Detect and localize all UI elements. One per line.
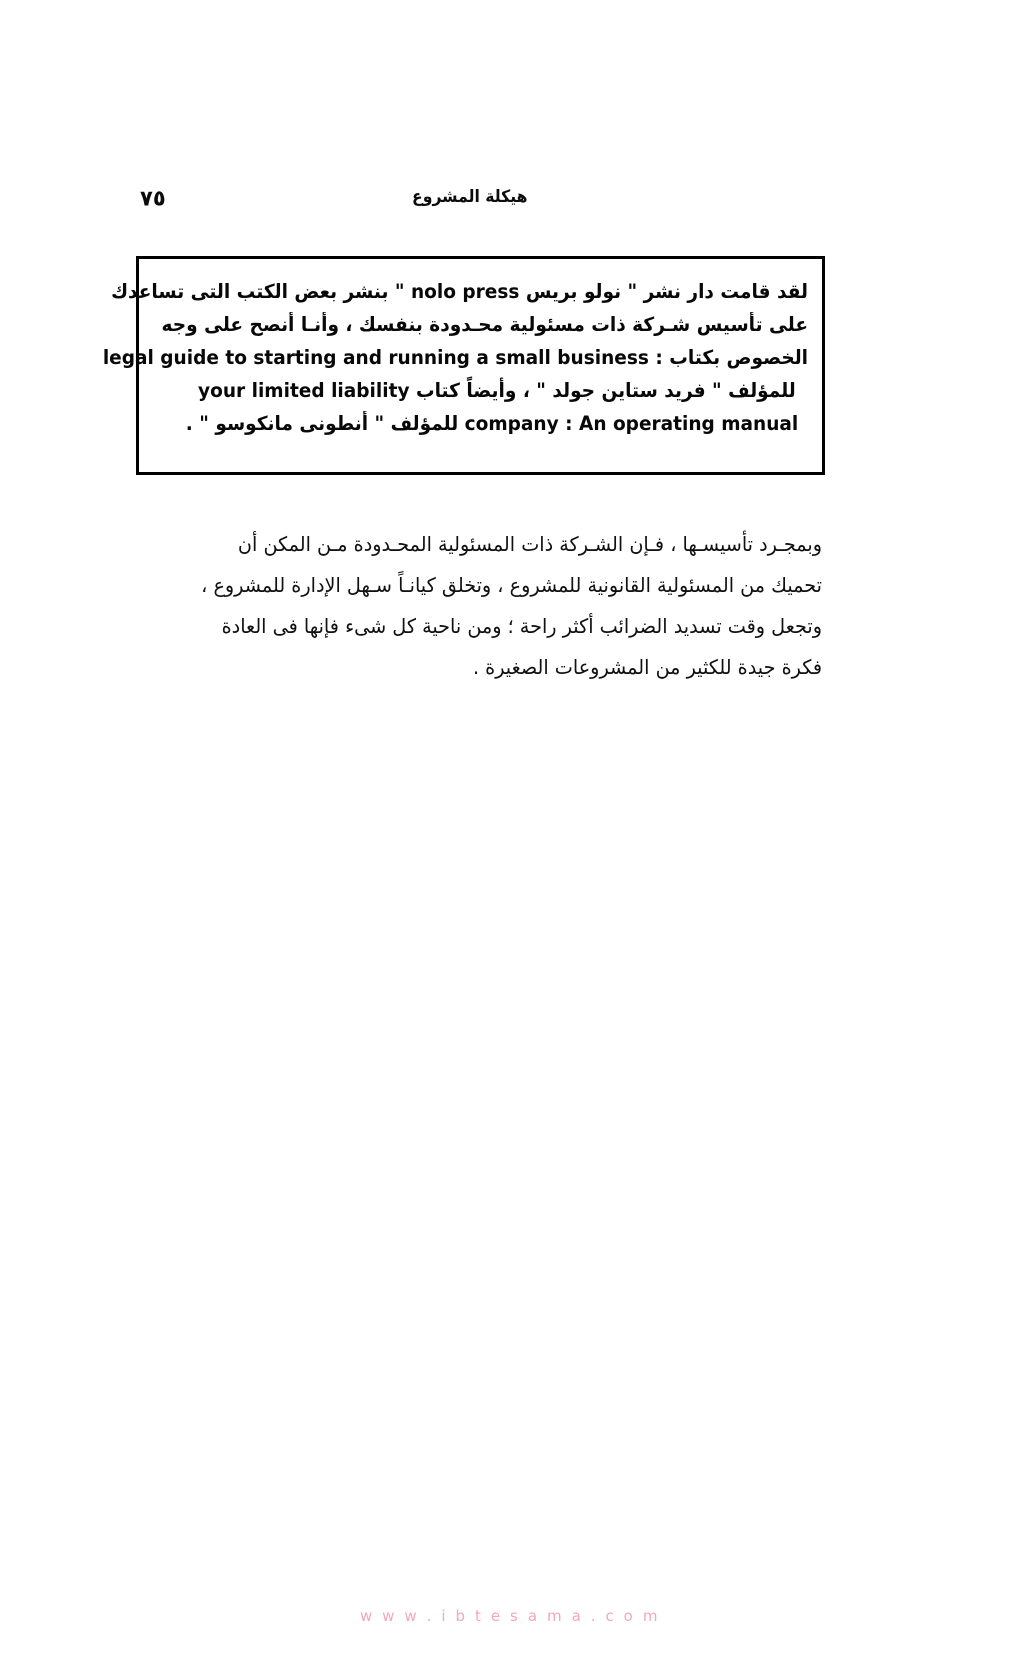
body-paragraph xyxy=(140,524,822,688)
footer-watermark: w w w . i b t e s a m a . c o m xyxy=(359,1607,661,1625)
running-head xyxy=(140,186,700,220)
page-number: ٧٥ xyxy=(140,185,166,211)
quote-line-4: للمؤلف " فريد ستاين جولد " ، وأيضاً كتاب your limited liability xyxy=(198,379,796,402)
body-line-1-text: وبمجـرد تأسيسـها ، فـإن الشـركة ذات المسئولية المحـدودة مـن المكن أن xyxy=(237,532,822,556)
body-line-2 xyxy=(167,565,822,606)
quote-line-2: على تأسيس شـركة ذات مسئولية محـدودة بنفسك ، وأنـا أنصح على وجه xyxy=(161,313,808,336)
quote-line-1: لقد قامت دار نشر " نولو بريس nolo press " بنشر بعض الكتب التى تساعدك xyxy=(111,280,808,303)
quotation-box xyxy=(102,256,825,475)
quote-line-3: الخصوص بكتاب : legal guide to starting and running a small business xyxy=(102,346,808,369)
body-line-2-text: تحميك من المسئولية القانونية للمشروع ، وتخلق كيانـاً سـهل الإدارة للمشروع ، xyxy=(201,573,822,597)
body-line-1 xyxy=(167,524,822,565)
body-line-4-text: فكرة جيدة للكثير من المشروعات الصغيرة . xyxy=(472,655,822,679)
running-head-title: هيكلة المشروع xyxy=(412,187,528,207)
quote-line-5: company : An operating manual للمؤلف " أنطونى مانكوسو " . xyxy=(185,412,799,435)
body-line-4 xyxy=(167,647,822,688)
quotation-box-text xyxy=(102,275,808,440)
body-line-3-text: وتجعل وقت تسديد الضرائب أكثر راحة ؛ ومن ناحية كل شىء فإنها فى العادة xyxy=(221,614,822,638)
body-line-3 xyxy=(167,606,822,647)
